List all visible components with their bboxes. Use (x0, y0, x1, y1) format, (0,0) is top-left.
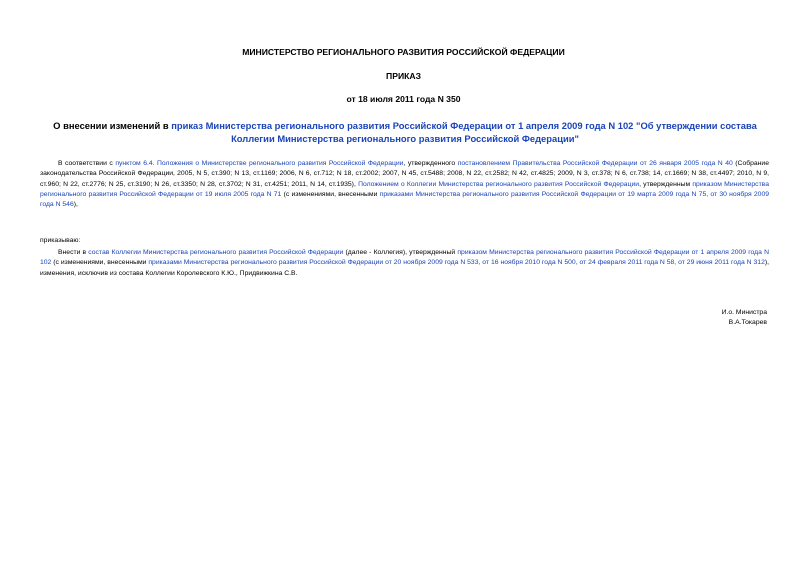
amending-orders-2-link[interactable]: приказами Министерства регионального развития Российской Федерации от 20 ноября 2009 года N 533, от 16 ноября 2010 года N 500, от 24 февраля 2011 года N 58, от 29 июня 2011 года N 312 (148, 259, 765, 267)
document-date-number: от 18 июля 2011 года N 350 (346, 94, 461, 104)
order-text-1: Внести в (58, 249, 89, 256)
preamble-text-3: (Собрание законодательства Российской Федерации, 2005, N 5, ст.390; N 13, ст.1169; 2006, N 6, ст.712; N 18, ст.2002; 2007, N 45, ст.5488; 2008, N 22, ст.2582; N 42, ст.4825; 2009, N 3, ст.378; N 6, ст.738; 14, ст.1669; N 38, ст.4497; 2010, N 9, ст.960; N 22, ст.2776; N 25, ст.3190; N 26, ст.3350; N 28, ст.3702; N 31, ст.4251; 2011, N 14, ст.1935), (40, 160, 770, 188)
order-text-2: (далее - Коллегия), утвержденный (343, 249, 458, 256)
preamble-text-5: (с изменениями, внесенными (281, 190, 380, 198)
document-title (44, 120, 766, 145)
ministry-heading: МИНИСТЕРСТВО РЕГИОНАЛЬНОГО РАЗВИТИЯ РОССИЙСКОЙ ФЕДЕРАЦИИ (242, 47, 565, 57)
ministry-order-71-link[interactable]: приказом Министерства регионального развития Российской Федерации от 19 июля 2005 года N 71 (40, 180, 769, 198)
document-type-heading: ПРИКАЗ (386, 71, 421, 81)
order-body-paragraph (40, 248, 769, 279)
order-statement: приказываю: (40, 237, 81, 244)
preamble-text-6: ), (73, 201, 78, 209)
preamble-text-1: В соответствии с (58, 160, 116, 167)
amending-orders-link[interactable]: приказами Министерства регионального развития Российской Федерации от 19 марта 2009 года N 75, от 30 ноября 2009 года N 546 (40, 190, 770, 209)
ministry-order-102-link[interactable]: приказом Министерства регионального развития Российской Федерации от 1 апреля 2009 года N 102 (40, 249, 769, 267)
preamble-paragraph (40, 159, 769, 210)
order-text-3: (с изменениями, внесенными (51, 259, 149, 267)
preamble-text-2: , утвержденного (403, 160, 458, 167)
title-order-link[interactable]: приказ Министерства регионального развития Российской Федерации от 1 апреля 2009 года N 102 "Об утверждении состава Коллегии Министерства регионального развития Российской Федерации" (171, 120, 757, 144)
collegium-composition-link[interactable]: состав Коллегии Министерства регионального развития Российской Федерации (88, 249, 344, 256)
government-decree-link[interactable]: постановлением Правительства Российской Федерации от 26 января 2005 года N 40 (457, 160, 733, 167)
preamble-text-4: , утвержденным (639, 180, 693, 188)
collegium-regulation-link[interactable]: Положением о Коллегии Министерства регионального развития Российской Федерации (358, 180, 640, 188)
regulation-clause-link[interactable]: пунктом 6.4. Положения о Министерстве регионального развития Российской Федерации (115, 160, 404, 167)
signatory-name: В.А.Токарев (728, 319, 767, 326)
title-prefix: О внесении изменений в (53, 120, 172, 131)
signatory-position: И.о. Министра (721, 309, 767, 316)
order-text-4: ), изменения, исключив из состава Коллегии Королевского К.Ю., Придвижкина С.В. (40, 259, 770, 277)
